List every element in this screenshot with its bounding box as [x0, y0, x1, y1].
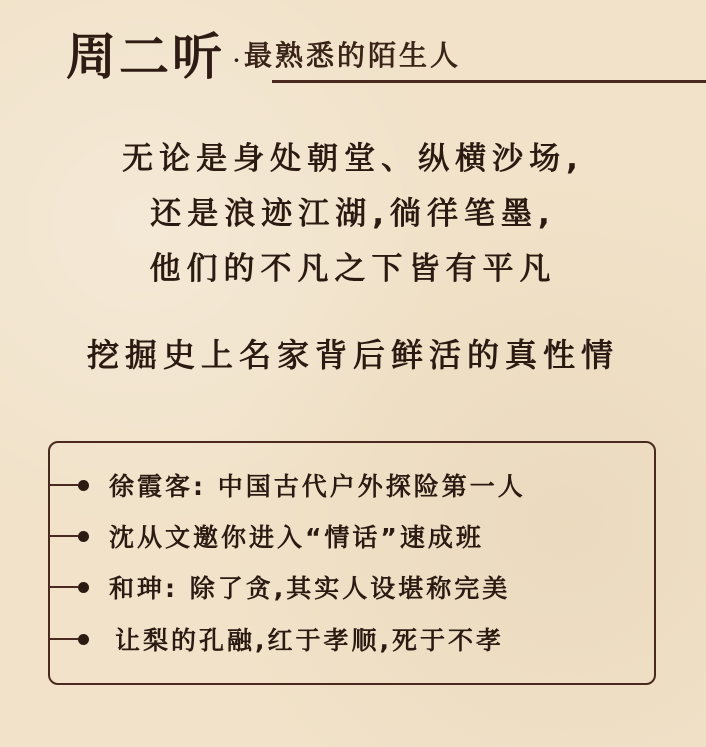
- episode-item[interactable]: [50, 516, 484, 556]
- connector-line: [50, 586, 78, 588]
- intro-line: 还是浪迹江湖,徜徉笔墨,: [150, 196, 556, 232]
- bullet-dot-icon: [78, 480, 89, 491]
- episode-title: 让梨的孔融,红于孝顺,死于不孝: [115, 626, 504, 655]
- episode-item[interactable]: [50, 465, 526, 505]
- connector-line: [50, 535, 78, 537]
- header-underline: [272, 80, 706, 83]
- connector-line: [50, 638, 78, 640]
- section-header: [66, 12, 461, 86]
- episode-item[interactable]: [50, 567, 510, 607]
- episode-title: 和珅: 除了贪,其实人设堪称完美: [109, 574, 511, 603]
- bullet-dot-icon: [78, 531, 89, 542]
- connector-line: [50, 484, 78, 486]
- episode-title: 沈从文邀你进入“情话”速成班: [109, 523, 484, 552]
- intro-line: 他们的不凡之下皆有平凡: [149, 251, 557, 287]
- title-separator: ·: [233, 48, 240, 72]
- episode-title: 徐霞客: 中国古代户外探险第一人: [109, 472, 526, 501]
- bullet-dot-icon: [78, 582, 89, 593]
- intro-line: 无论是身处朝堂、纵横沙场,: [122, 141, 584, 177]
- section-title: 周二听: [66, 27, 225, 86]
- episode-item[interactable]: [50, 619, 504, 659]
- episode-list: [48, 441, 656, 685]
- tagline: 挖掘史上名家背后鲜活的真性情: [86, 336, 619, 374]
- section-subtitle: 最熟悉的陌生人: [243, 39, 461, 72]
- bullet-dot-icon: [78, 634, 89, 645]
- intro-text: [0, 132, 706, 297]
